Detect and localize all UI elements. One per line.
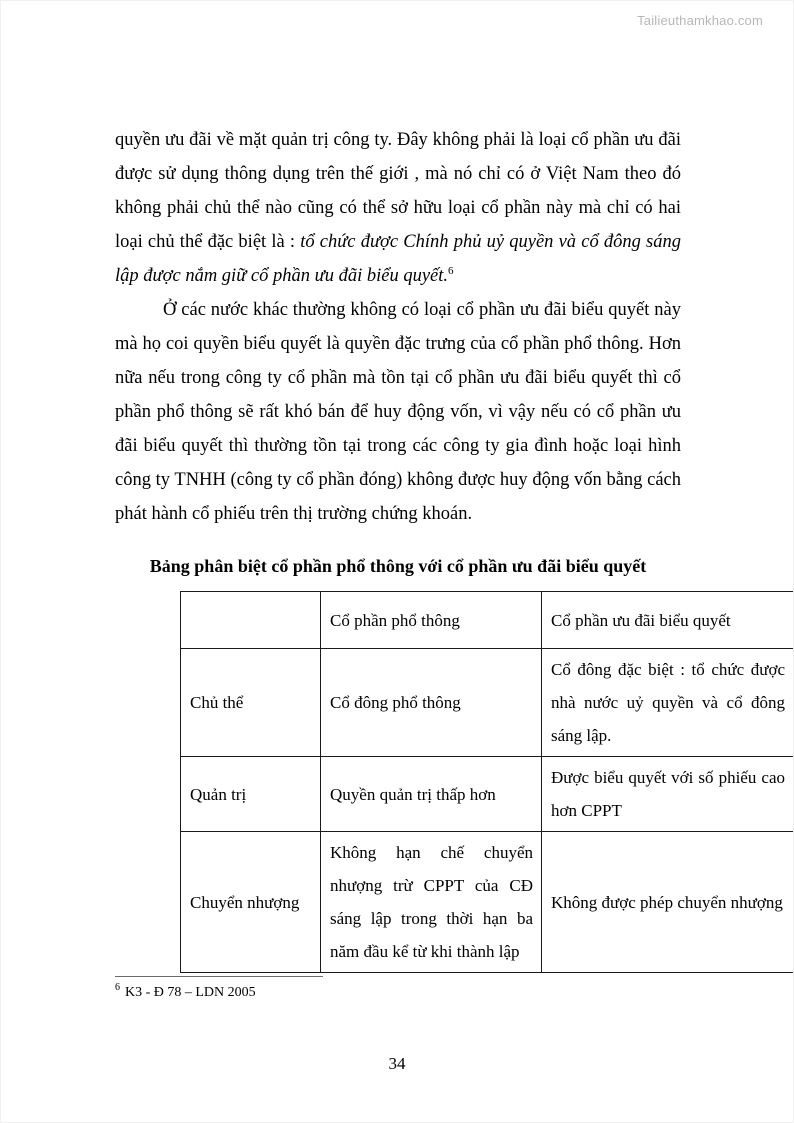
footnote-reference-6: 6 <box>448 264 454 277</box>
row-preferred-governance: Được biểu quyết với số phiếu cao hơn CPPT <box>542 757 794 832</box>
comparison-table <box>180 591 794 973</box>
paragraph-1-text: quyền ưu đãi về mặt quản trị công ty. Đây không phải là loại cổ phần ưu đãi được sử dụng thông dụng trên thế giới , mà nó chỉ có ở Việt Nam theo đó không phải chủ thể nào cũng có thể sở hữu loại cổ phần này mà chỉ có hai loại chủ thể đặc biệt là : <box>115 130 681 252</box>
footnote-entry <box>115 984 681 1002</box>
row-common-subject: Cổ đông phổ thông <box>321 649 542 757</box>
footnote-separator-rule <box>115 976 323 977</box>
row-label-governance: Quản trị <box>181 757 321 832</box>
table-header-cell-blank <box>181 592 321 649</box>
paragraph-1-italic-text: tổ chức được Chính phủ uỷ quyền và cổ đông sáng lập được nắm giữ cổ phần ưu đãi biểu quyết. <box>115 232 681 286</box>
page-content <box>115 123 785 973</box>
table-header-row <box>181 592 794 649</box>
row-common-governance: Quyền quản trị thấp hơn <box>321 757 542 832</box>
footnote-marker: 6 <box>115 982 120 994</box>
page-number: 34 <box>388 1054 406 1073</box>
paragraph-2: Ở các nước khác thường không có loại cổ phần ưu đãi biểu quyết này mà họ coi quyền biểu quyết là quyền đặc trưng của cổ phần phổ thông. Hơn nữa nếu trong công ty cổ phần mà tồn tại cổ phần ưu đãi biểu quyết thì cổ phần phổ thông sẽ rất khó bán để huy động vốn, vì vậy nếu có cổ phần ưu đãi biểu quyết thì thường tồn tại trong các công ty gia đình hoặc loại hình công ty TNHH (công ty cổ phần đóng) không được huy động vốn bằng cách phát hành cổ phiếu trên thị trường chứng khoán. <box>115 300 681 524</box>
row-preferred-subject: Cổ đông đặc biệt : tổ chức được nhà nước uỷ quyền và cổ đông sáng lập. <box>542 649 794 757</box>
table-row <box>181 649 794 757</box>
watermark: Tailieuthamkhao.com <box>637 13 763 28</box>
table-caption: Bảng phân biệt cổ phần phổ thông với cổ phần ưu đãi biểu quyết <box>149 556 647 576</box>
footnote-text: K3 - Đ 78 – LDN 2005 <box>125 985 256 1000</box>
table-header-cell-preferred-shares: Cổ phần ưu đãi biểu quyết <box>542 592 794 649</box>
table-row <box>181 832 794 973</box>
row-label-subject: Chủ thể <box>181 649 321 757</box>
paragraph-1 <box>115 123 681 293</box>
row-common-transfer: Không hạn chế chuyển nhượng trừ CPPT của CĐ sáng lập trong thời hạn ba năm đầu kể từ khi thành lập <box>321 832 542 973</box>
row-label-transfer: Chuyển nhượng <box>181 832 321 973</box>
row-preferred-transfer: Không được phép chuyển nhượng <box>542 832 794 973</box>
table-header-cell-common-shares: Cổ phần phổ thông <box>321 592 542 649</box>
table-row <box>181 757 794 832</box>
footnote-area <box>115 976 681 1002</box>
